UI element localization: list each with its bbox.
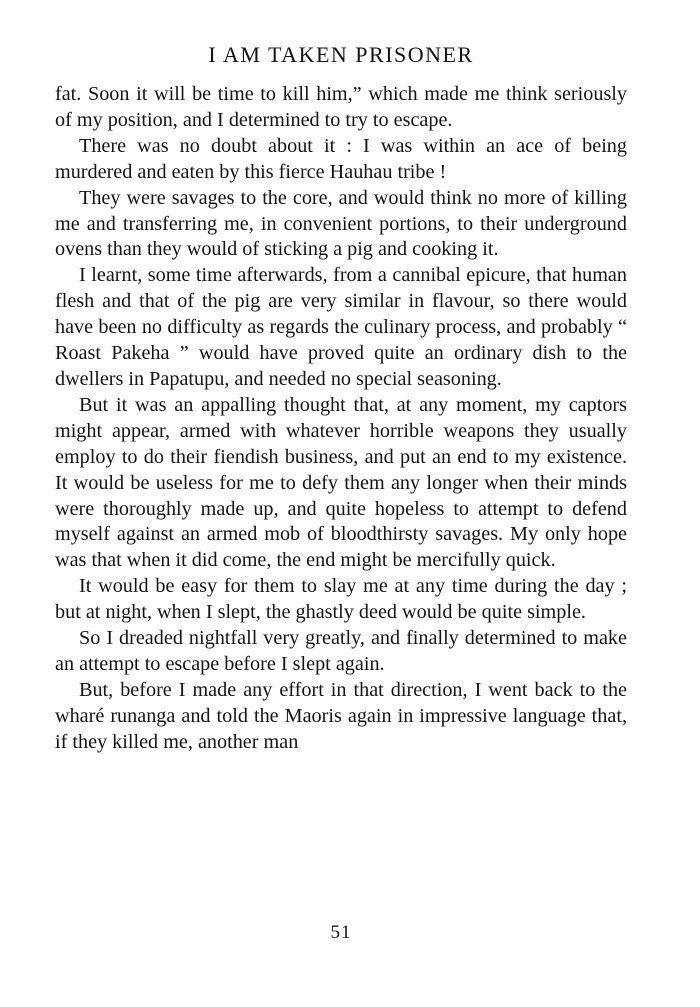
paragraph-5: But it was an appalling thought that, at any moment, my captors might appear, armed with whatever horrible weapons they usually employ to do their fiendish business, and put an end to my existence. It would be useless for me to defy them any longer when their minds were thoroughly made up, and quite hopeless to attempt to defend myself against an armed mob of bloodthirsty savages. My only hope was that when it did come, the end might be mercifully quick. bbox=[55, 393, 627, 572]
paragraph-6: It would be easy for them to slay me at any time during the day ; but at night, when I slept, the ghastly deed would be quite simple. bbox=[55, 575, 627, 624]
paragraph-8: But, before I made any effort in that direction, I went back to the wharé runanga and told the Maoris again in impressive language that, if they killed me, another man bbox=[55, 678, 627, 753]
book-page bbox=[55, 0, 627, 1007]
paragraph-1: fat. Soon it will be time to kill him,” which made me think seriously of my position, and I determined to try to escape. bbox=[55, 83, 627, 131]
running-head: I AM TAKEN PRISONER bbox=[208, 42, 474, 67]
paragraph-3: They were savages to the core, and would think no more of killing me and transferring me, in convenient portions, to their underground ovens than they would of sticking a pig and cooking it. bbox=[55, 186, 627, 261]
paragraph-2: There was no doubt about it : I was within an ace of being murdered and eaten by this fierce Hauhau tribe ! bbox=[55, 134, 627, 183]
paragraph-7: So I dreaded nightfall very greatly, and finally determined to make an attempt to escape before I slept again. bbox=[55, 627, 627, 675]
paragraph-4: I learnt, some time afterwards, from a cannibal epicure, that human flesh and that of the pig are very similar in flavour, so there would have been no difficulty as regards the culinary process, and probably “ Roast Pakeha ” would have proved quite an ordinary dish to the dwellers in Papatupu, and needed no special seasoning. bbox=[55, 264, 627, 390]
page-number: 51 bbox=[330, 922, 352, 943]
body-text bbox=[55, 82, 627, 756]
